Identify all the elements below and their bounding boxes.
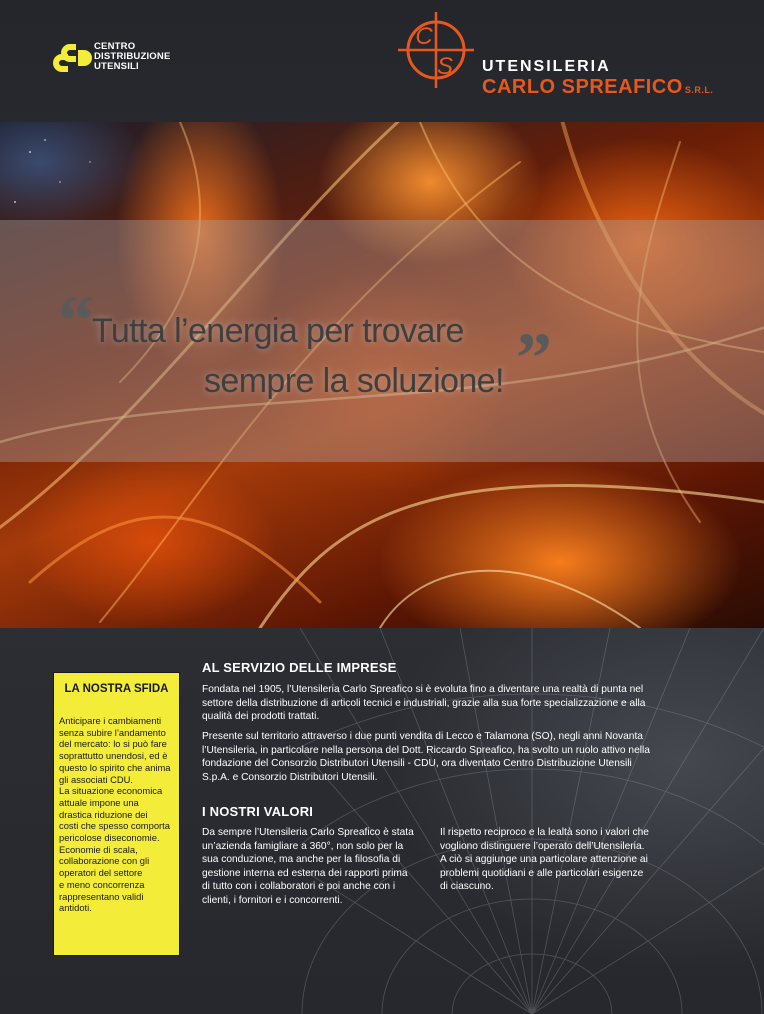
challenge-line: drastica riduzione dei: [59, 808, 148, 820]
services-paragraph-2: [202, 730, 650, 784]
cs-logo: [398, 12, 474, 88]
text-line: fondazione del Consorzio Distributori Utensili - CDU, ora diventato Centro Distribuzione Utensili: [202, 758, 632, 770]
page-header: [0, 0, 764, 122]
text-line: sua conduzione, ma anche per la filosofia di: [202, 854, 401, 866]
services-paragraph-1: [202, 683, 645, 724]
cs-logo-letter-s: S: [436, 53, 454, 80]
text-line: l’Utensileria, in particolare nella persona del Dott. Riccardo Spreafico, ha svolto un ruolo attivo nella: [202, 744, 650, 756]
cdu-logo-line: CENTRO: [94, 41, 136, 52]
text-line: clienti, i fornitori e i concorrenti.: [202, 894, 343, 906]
quote-line: sempre la soluzione!: [204, 362, 504, 400]
challenge-line: pericolose diseconomie.: [59, 832, 160, 844]
text-line: qualità dei prodotti trattati.: [202, 711, 320, 723]
challenge-line: soprattutto unendosi, ed è: [59, 750, 168, 762]
challenge-line: operatori del settore: [59, 867, 143, 879]
challenge-line: questo lo spirito che anima: [59, 761, 171, 773]
text-line: di tutto con i collaboratori e poi anche con i: [202, 881, 396, 893]
text-line: vogliono distinguere l’operato dell’Utensileria.: [440, 840, 645, 852]
values-column-2: [440, 826, 649, 894]
challenge-line: rappresentano validi: [59, 890, 144, 902]
brand-name-main: CARLO SPREAFICO: [482, 76, 683, 98]
cs-logo-letter-c: C: [415, 23, 433, 50]
brand-name-line1: UTENSILERIA: [482, 58, 611, 75]
text-line: Fondata nel 1905, l’Utensileria Carlo Spreafico si è evoluta fino a diventare una realtà di punta nel: [202, 684, 644, 695]
brand-suffix: S.R.L.: [684, 85, 714, 95]
section-heading-values: I NOSTRI VALORI: [202, 804, 314, 819]
challenge-line: Anticipare i cambiamenti: [59, 715, 162, 726]
cdu-logo: [48, 40, 188, 76]
text-line: Da sempre l’Utensileria Carlo Spreafico è stata: [202, 827, 414, 838]
cdu-logo-line: DISTRIBUZIONE: [94, 51, 171, 62]
section-heading-services: AL SERVIZIO DELLE IMPRESE: [202, 660, 397, 675]
challenge-box: [53, 672, 180, 956]
challenge-box-title: LA NOSTRA SFIDA: [64, 683, 169, 695]
text-line: gestione interna ed esterna dei rapporti prima: [202, 867, 408, 879]
challenge-line: costi che spesso comporta: [59, 820, 170, 832]
cdu-logo-text: [94, 42, 171, 72]
challenge-line: senza subire l’andamento: [59, 726, 166, 738]
cdu-logo-line: UTENSILI: [94, 61, 139, 72]
text-line: S.p.A. e Consorzio Distributori Utensili.: [202, 771, 378, 783]
text-line: settore della distribuzione di articoli tecnici e industriali, grazie alla sua forte specializzazione e alla: [202, 697, 646, 709]
text-line: di ciascuno.: [440, 881, 494, 893]
challenge-line: antidoti.: [59, 902, 92, 914]
values-column-1: [202, 826, 414, 908]
text-line: un’azienda famigliare a 360°, non solo per la: [202, 840, 404, 852]
text-line: Presente sul territorio attraverso i due punti vendita di Lecco e Talamona (SO), negli anni Novanta: [202, 731, 643, 742]
challenge-line: Economie di scala,: [59, 843, 138, 855]
quote-close-mark: ”: [516, 318, 552, 398]
quote-open-mark: “: [58, 280, 94, 360]
challenge-line: gli associati CDU.: [59, 773, 133, 785]
text-line: Il rispetto reciproco e la lealtà sono i valori che: [440, 827, 649, 838]
challenge-box-text: [59, 715, 177, 914]
quote-line: Tutta l’energia per trovare: [92, 312, 464, 350]
cdu-logo-icon: [48, 40, 92, 76]
challenge-line: collaborazione con gli: [59, 855, 150, 867]
hero-banner: [0, 122, 764, 628]
text-line: A ciò si aggiunge una particolare attenzione ai: [440, 854, 648, 866]
challenge-line: La situazione economica: [59, 785, 163, 797]
challenge-line: attuale impone una: [59, 796, 139, 808]
brand-name-line2: [482, 76, 713, 99]
challenge-line: del mercato: lo si può fare: [59, 738, 167, 750]
challenge-line: e meno concorrenza: [59, 878, 145, 890]
text-line: problemi quotidiani e alle particolari esigenze: [440, 867, 644, 879]
